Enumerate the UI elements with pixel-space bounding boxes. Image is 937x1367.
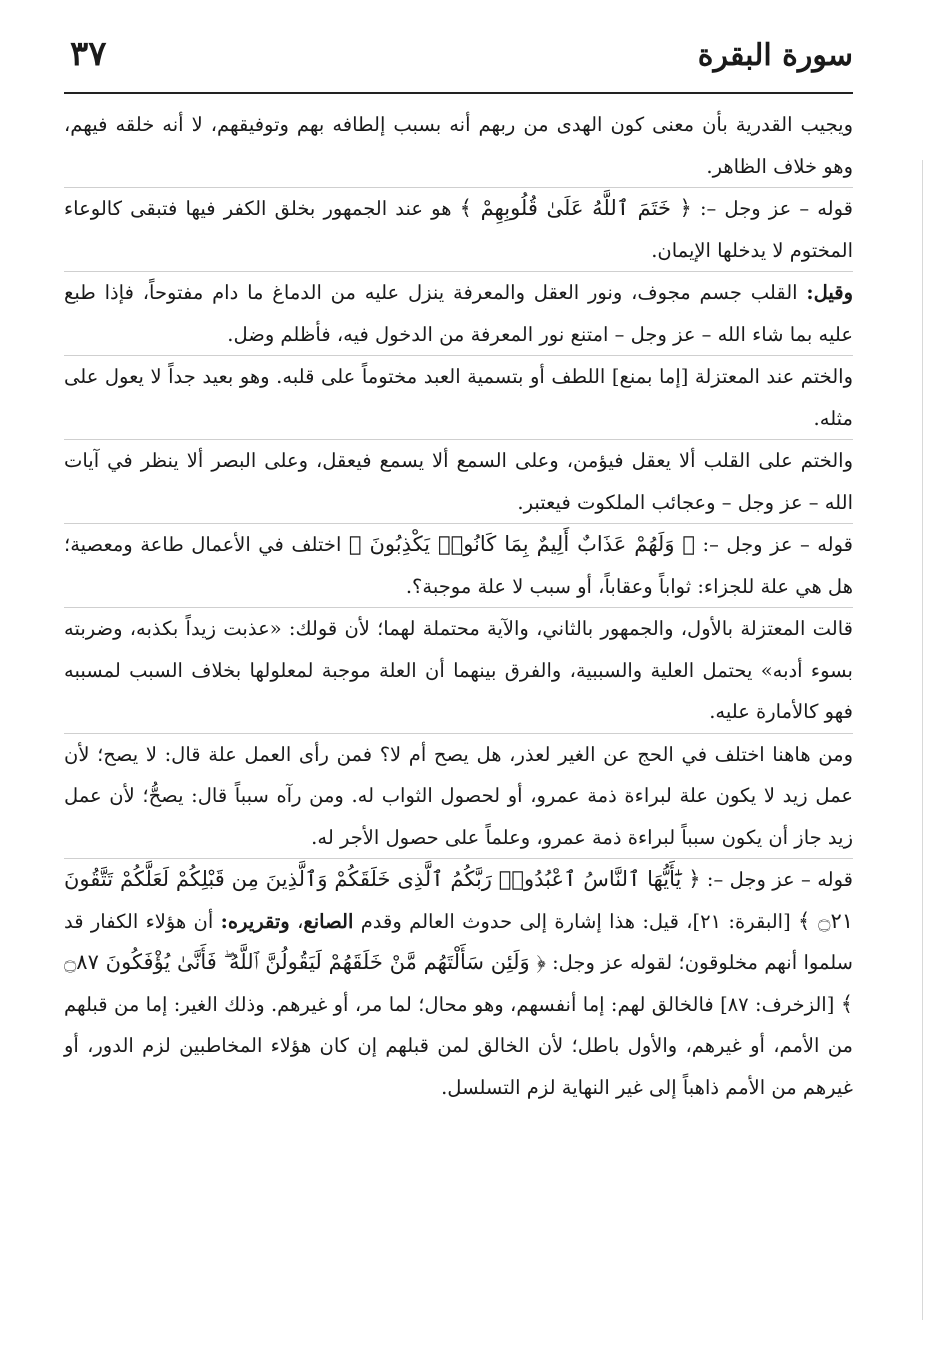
surah-title: سورة البقرة	[697, 38, 853, 73]
page-header	[64, 34, 853, 94]
paragraph-1	[64, 104, 853, 187]
paragraph-8	[64, 733, 853, 859]
paragraph-text: [الزخرف: ٨٧] فالخالق لهم: إما أنفسهم، وهو محال؛ لما مر، أو غيرهم. وذلك الغير: إما من قبلهم من الأمم، أو غيرهم، والأول باطل؛ لأن الخالق لمن قبلهم إن كان هؤلاء المخاطبين لزم الدور، أو غيرهم من الأمم ذاهباً إلى غير النهاية لزم التسلسل.	[64, 992, 853, 1099]
paragraph-6	[64, 523, 853, 607]
paragraph-7	[64, 607, 853, 733]
paragraph-text: والختم عند المعتزلة [إما بمنع] اللطف أو بتسمية العبد مختوماً على قلبه. وهو بعيد جداً لا يعول على مثله.	[64, 365, 853, 430]
bold-label: وقيل:	[806, 281, 853, 304]
paragraph-text: ومن هاهنا اختلف في الحج عن الغير لعذر، هل يصح أم لا؟ فمن رأى العمل علة قال: لا يصح؛ لأن عمل زيد لا يكون علة لبراءة ذمة عمرو، أو لحصول الثواب له. ومن رآه سبباً قال: يصحُّ؛ لأن عمل زيد جاز أن يكون سبباً لبراءة ذمة عمرو، وعلماً على حصول الأجر له.	[64, 742, 853, 849]
paragraph-3	[64, 271, 853, 355]
paragraph-intro: قوله – عز وجل –:	[691, 197, 853, 220]
paragraph-text: اختلف في الأعمال طاعة ومعصية؛ هل هي علة للجزاء: ثواباً وعقاباً، أو سبب لا علة موجبة؟.	[64, 533, 853, 598]
paragraph-9	[64, 858, 853, 1108]
quran-verse: ﴿ وَلَهُمْ عَذَابٌ أَلِيمٌ بِمَا كَانُوا۟ يَكْذِبُونَ ﴾	[348, 532, 696, 556]
page-body	[64, 104, 853, 1108]
paragraph-4	[64, 355, 853, 439]
page-edge-line	[922, 160, 923, 1320]
bold-word: الصانع	[303, 909, 354, 933]
paragraph-text: [البقرة: ٢١]، قيل: هذا إشارة إلى حدوث العالم وقدم	[353, 909, 799, 933]
paragraph-text: ويجيب القدرية بأن معنى كون الهدى من ربهم أنه بسبب إلطافه بهم وتوفيقهم، لا أنه خلقه فيهم، وهو خلاف الظاهر.	[64, 113, 853, 178]
paragraph-text: والختم على القلب ألا يعقل فيؤمن، وعلى السمع ألا يسمع فيعقل، وعلى البصر ألا ينظر في آيات الله – عز وجل – وعجائب الملكوت فيعتبر.	[64, 449, 853, 514]
bold-label: وتقريره:	[220, 909, 290, 933]
paragraph-text: هو عند الجمهور بخلق الكفر فيها فتبقى كالوعاء المختوم لا يدخلها الإيمان.	[64, 197, 853, 262]
paragraph-intro: قوله – عز وجل –:	[700, 868, 853, 891]
paragraph-text: قالت المعتزلة بالأول، والجمهور بالثاني، والآية محتملة لهما؛ لأن قولك: «عذبت زيداً بكذبه، وضربته بسوء أدبه» يحتمل العلية والسببية، والفرق بينهما أن العلة موجبة لمعلولها بخلاف السبب لمسببه فهو كالأمارة عليه.	[64, 617, 853, 723]
quran-verse: ﴿ خَتَمَ ٱللَّهُ عَلَىٰ قُلُوبِهِمْ ﴾	[459, 196, 692, 220]
paragraph-2	[64, 187, 853, 271]
quran-verse: ﴿ وَلَئِن سَأَلْتَهُم مَّنْ خَلَقَهُمْ لَيَقُولُنَّ ٱللَّهُ ۖ فَأَنَّىٰ يُؤْفَكُونَ ۝٨٧ ﴾	[64, 950, 853, 1016]
paragraph-text: القلب جسم مجوف، ونور العقل والمعرفة ينزل عليه من الدماغ ما دام مفتوحاً، فإذا طبع عليه بما شاء الله – عز وجل – امتنع نور المعرفة من الدخول فيه، فأظلم وضل.	[64, 281, 853, 346]
paragraph-intro: قوله – عز وجل –:	[695, 533, 853, 556]
punctuation: ،	[297, 909, 304, 933]
paragraph-text: أن هؤلاء الكفار قد سلموا أنهم مخلوقون؛ لقوله عز وجل:	[64, 909, 853, 974]
paragraph-5	[64, 439, 853, 523]
page-number: ٣٧	[70, 34, 107, 74]
quran-verse: ﴿ يَٰٓأَيُّهَا ٱلنَّاسُ ٱعْبُدُوا۟ رَبَّكُمُ ٱلَّذِى خَلَقَكُمْ وَٱلَّذِينَ مِن قَبْلِكُمْ لَعَلَّكُمْ تَتَّقُونَ ۝٢١ ﴾	[64, 867, 854, 933]
